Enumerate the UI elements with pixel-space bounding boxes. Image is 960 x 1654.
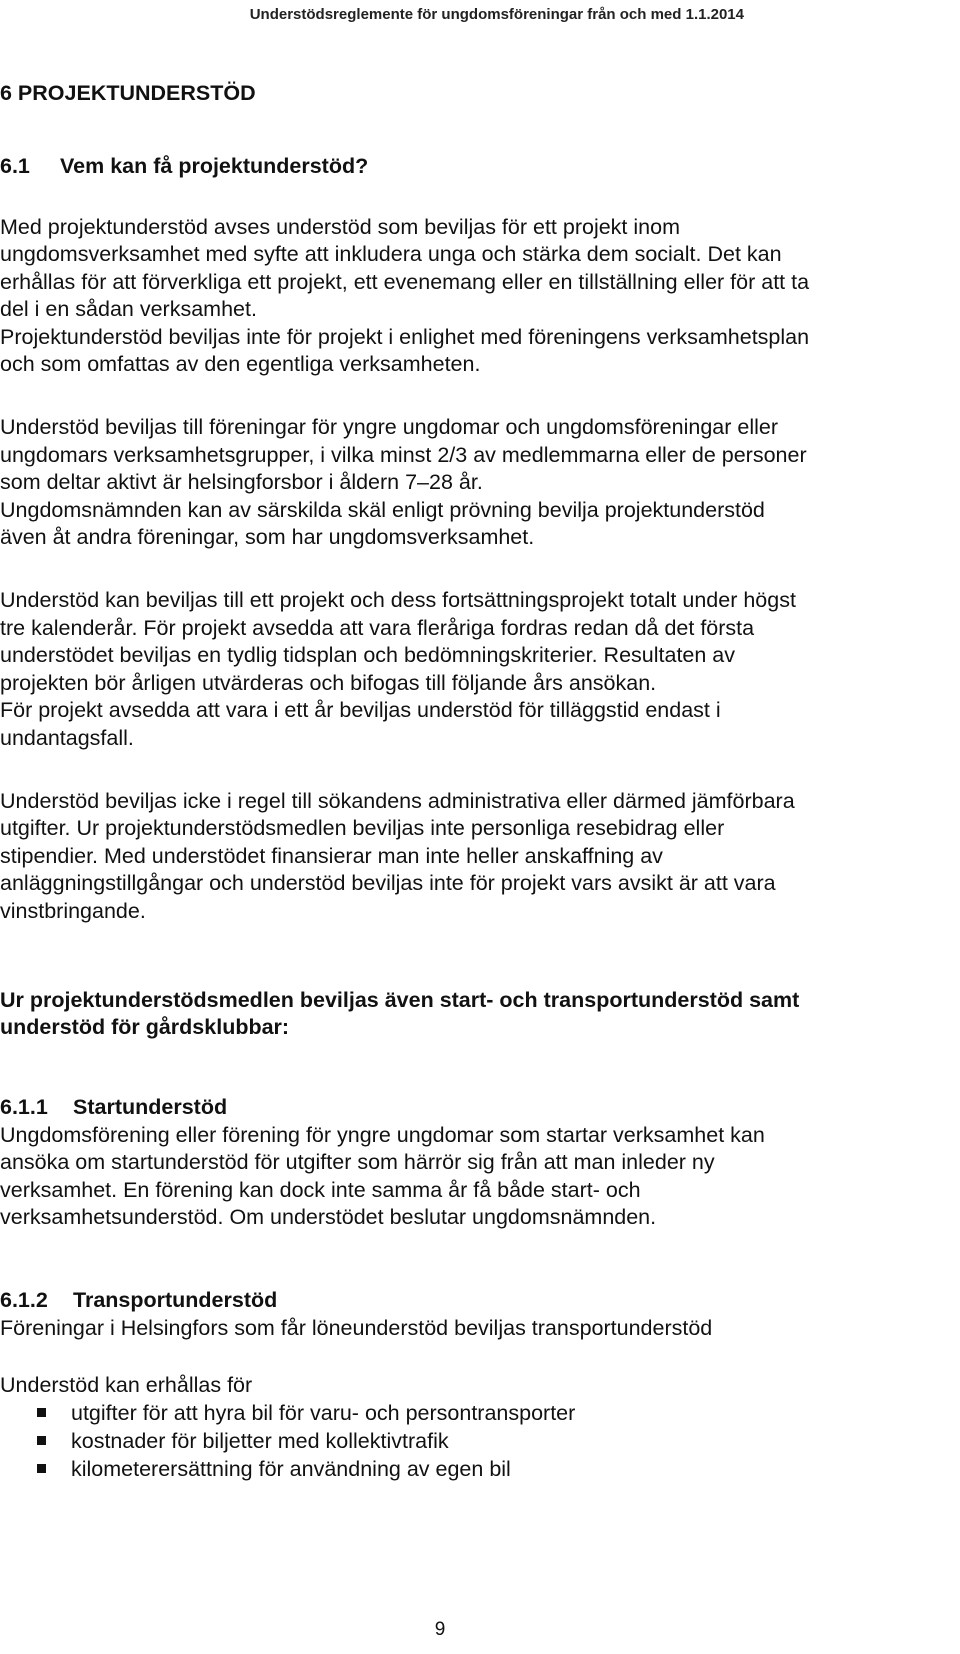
subsection-heading-6-1 (0, 151, 950, 181)
bullet-list (0, 1399, 950, 1483)
bold-text-line: Ur projektunderstödsmedlen beviljas även start- och transportunderstöd samt (0, 987, 800, 1012)
paragraph-exclusions (0, 788, 950, 925)
paragraph-bold-note (0, 987, 950, 1042)
text-line: Understöd beviljas icke i regel till sökandens administrativa eller därmed jämförbara (0, 788, 795, 813)
text-line: Ungdomsförening eller förening för yngre ungdomar som startar verksamhet kan (0, 1122, 765, 1147)
list-item-text: kilometerersättning för användning av egen bil (71, 1457, 511, 1482)
text-line: Ungdomsnämnden kan av särskilda skäl enligt prövning bevilja projektunderstöd (0, 497, 765, 522)
section-title: 6 PROJEKTUNDERSTÖD (0, 81, 256, 105)
text-line: del i en sådan verksamhet. (0, 297, 257, 322)
paragraph-definition (0, 214, 950, 378)
text-line: projekten bör årligen utvärderas och bifogas till följande års ansökan. (0, 670, 657, 695)
subsection-number: 6.1.2 (0, 1288, 48, 1313)
document-body (0, 78, 950, 1483)
text-line: utgifter. Ur projektunderstödsmedlen beviljas inte personliga resebidrag eller (0, 816, 725, 841)
text-line: ungdomars verksamhetsgrupper, i vilka minst 2/3 av medlemmarna eller de personer (0, 442, 807, 467)
bold-text-line: understöd för gårdsklubbar: (0, 1015, 290, 1040)
list-item-text: utgifter för att hyra bil för varu- och persontransporter (71, 1401, 576, 1426)
square-bullet-icon (37, 1408, 46, 1417)
subsection-number: 6.1 (0, 154, 30, 178)
text-line: erhållas för att förverkliga ett projekt, ett evenemang eller en tillställning eller för att ta (0, 269, 810, 294)
text-line: Understöd beviljas till föreningar för yngre ungdomar och ungdomsföreningar eller (0, 415, 779, 440)
subsection-number: 6.1.1 (0, 1094, 48, 1119)
text-line: och som omfattas av den egentliga verksamheten. (0, 352, 481, 377)
list-item-text: kostnader för biljetter med kollektivtrafik (71, 1429, 449, 1454)
list-item (0, 1399, 950, 1427)
text-line: även åt andra föreningar, som har ungdomsverksamhet. (0, 525, 535, 550)
text-line: vinstbringande. (0, 898, 146, 923)
text-line: anläggningstillgångar och understöd beviljas inte för projekt vars avsikt är att vara (0, 871, 776, 896)
paragraph-startunderstod (0, 1122, 950, 1232)
subsection-title: Vem kan få projektunderstöd? (60, 154, 369, 178)
paragraph-duration (0, 587, 950, 751)
text-line: Med projektunderstöd avses understöd som beviljas för ett projekt inom (0, 215, 680, 239)
text-line: För projekt avsedda att vara i ett år beviljas understöd för tilläggstid endast i (0, 698, 721, 723)
subsection-title: Transportunderstöd (73, 1288, 278, 1313)
text-line: Föreningar i Helsingfors som får löneunderstöd beviljas transportunderstöd (0, 1316, 713, 1341)
text-line: undantagsfall. (0, 725, 134, 750)
text-line: Projektunderstöd beviljas inte för projekt i enlighet med föreningens verksamhetsplan (0, 324, 810, 349)
text-line: som deltar aktivt är helsingforsbor i åldern 7–28 år. (0, 470, 483, 495)
square-bullet-icon (37, 1464, 46, 1473)
list-item (0, 1427, 950, 1455)
square-bullet-icon (37, 1436, 46, 1445)
page-number: 9 (434, 1619, 446, 1640)
paragraph-eligibility (0, 414, 950, 551)
subsection-heading-6-1-1 (0, 1092, 950, 1122)
running-header: Understödsreglemente för ungdomsföreningar från och med 1.1.2014 (249, 6, 744, 23)
text-line: verksamhet. En förening kan dock inte samma år få både start- och (0, 1177, 641, 1202)
subsection-title: Startunderstöd (73, 1094, 228, 1119)
text-line: Understöd kan beviljas till ett projekt och dess fortsättningsprojekt totalt under högst (0, 588, 796, 613)
subsection-heading-6-1-2 (0, 1285, 950, 1315)
text-line: understödet beviljas en tydlig tidsplan och bedömningskriterier. Resultaten av (0, 643, 736, 668)
text-line: ungdomsverksamhet med syfte att inkludera unga och stärka dem socialt. Det kan (0, 242, 782, 267)
text-line: stipendier. Med understödet finansierar man inte heller anskaffning av (0, 843, 663, 868)
list-intro: Understöd kan erhållas för (0, 1372, 253, 1397)
list-item (0, 1455, 950, 1483)
text-line: verksamhetsunderstöd. Om understödet beslutar ungdomsnämnden. (0, 1204, 657, 1229)
text-line: tre kalenderår. För projekt avsedda att vara fleråriga fordras redan då det första (0, 615, 755, 640)
text-line: ansöka om startunderstöd för utgifter som härrör sig från att man inleder ny (0, 1150, 715, 1175)
